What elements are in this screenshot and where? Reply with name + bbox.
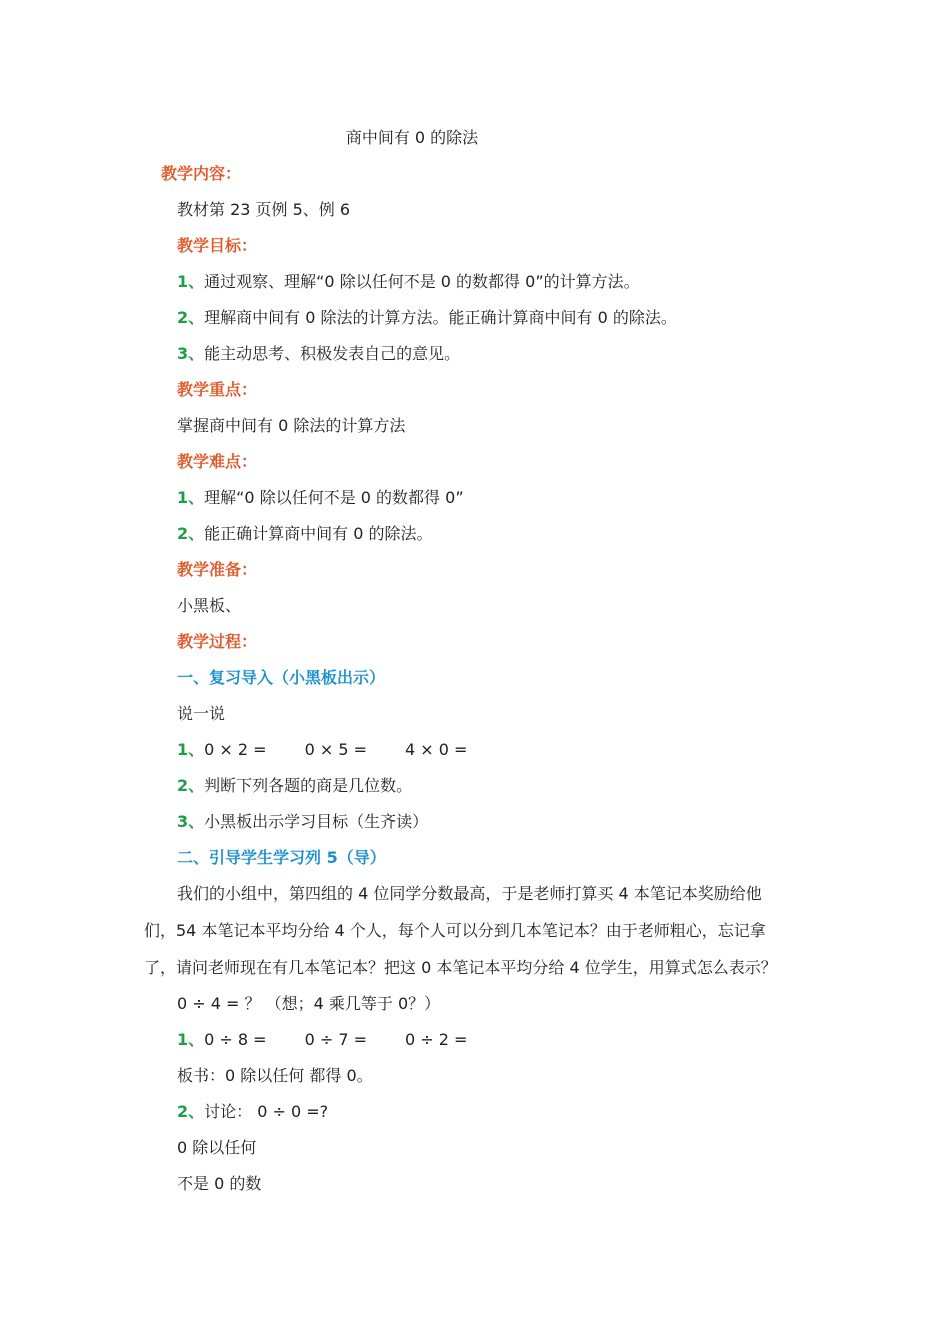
heading-key: 教学重点： bbox=[177, 380, 258, 399]
review-expr-2: 0 × 5 = bbox=[304, 740, 368, 759]
discuss-item bbox=[177, 1100, 950, 1124]
difficult-item-2 bbox=[177, 522, 950, 546]
difficult-num-1: 1、 bbox=[177, 488, 205, 507]
division-expr-3: 0 ÷ 2 = bbox=[405, 1030, 468, 1049]
goal-num-3: 3、 bbox=[177, 344, 205, 363]
note-line-2: 不是 0 的数 bbox=[177, 1174, 262, 1193]
review-item-2 bbox=[177, 774, 950, 798]
goal-num-1: 1、 bbox=[177, 272, 205, 291]
goal-item-1 bbox=[177, 270, 950, 294]
difficult-item-1 bbox=[177, 486, 950, 510]
section-2-heading: 二、引导学生学习列 5（导） bbox=[177, 848, 386, 867]
review-num-2: 2、 bbox=[177, 776, 205, 795]
key-text: 掌握商中间有 0 除法的计算方法 bbox=[177, 416, 406, 435]
review-num-1: 1、 bbox=[177, 740, 205, 759]
difficult-num-2: 2、 bbox=[177, 524, 205, 543]
goal-num-2: 2、 bbox=[177, 308, 205, 327]
paragraph-line-1: 我们的小组中，第四组的 4 位同学分数最高，于是老师打算买 4 本笔记本奖励给他 bbox=[177, 884, 762, 903]
prep-text: 小黑板、 bbox=[177, 596, 242, 615]
review-expr-3: 4 × 0 = bbox=[405, 740, 468, 759]
review-text-3: 小黑板出示学习目标（生齐读） bbox=[204, 812, 429, 831]
review-item-3 bbox=[177, 810, 950, 834]
note-line-1: 0 除以任何 bbox=[177, 1138, 257, 1157]
heading-difficult: 教学难点： bbox=[177, 452, 258, 471]
review-item-1 bbox=[177, 738, 950, 762]
review-num-3: 3、 bbox=[177, 812, 205, 831]
board-text: 板书：0 除以任何 都得 0。 bbox=[177, 1066, 373, 1085]
review-expr-1: 0 × 2 = bbox=[204, 740, 267, 759]
say-text: 说一说 bbox=[177, 704, 226, 723]
section-1-heading: 一、复习导入（小黑板出示） bbox=[177, 668, 386, 687]
division-expr-2: 0 ÷ 7 = bbox=[304, 1030, 368, 1049]
review-text-2: 判断下列各题的商是几位数。 bbox=[204, 776, 413, 795]
division-num-1: 1、 bbox=[177, 1030, 205, 1049]
goal-text-2: 理解商中间有 0 除法的计算方法。能正确计算商中间有 0 的除法。 bbox=[204, 308, 677, 327]
goal-item-3 bbox=[177, 342, 950, 366]
difficult-text-1: 理解“0 除以任何不是 0 的数都得 0” bbox=[204, 488, 464, 507]
heading-goals: 教学目标： bbox=[177, 236, 258, 255]
goal-item-2 bbox=[177, 306, 950, 330]
discuss-num: 2、 bbox=[177, 1102, 205, 1121]
think-text: 0 ÷ 4 = ？ （想；4 乘几等于 0？） bbox=[177, 994, 441, 1013]
difficult-text-2: 能正确计算商中间有 0 的除法。 bbox=[204, 524, 433, 543]
heading-process: 教学过程： bbox=[177, 632, 258, 651]
discuss-text: 讨论： 0 ÷ 0 =? bbox=[204, 1102, 329, 1121]
division-expr-1: 0 ÷ 8 = bbox=[204, 1030, 267, 1049]
doc-title: 商中间有 0 的除法 bbox=[345, 128, 479, 147]
paragraph-line-2: 们，54 本笔记本平均分给 4 个人，每个人可以分到几本笔记本？由于老师粗心，忘记拿 bbox=[144, 921, 766, 940]
content-text: 教材第 23 页例 5、例 6 bbox=[177, 200, 351, 219]
heading-prep: 教学准备： bbox=[177, 560, 258, 579]
division-item-1 bbox=[177, 1028, 950, 1052]
heading-content: 教学内容： bbox=[161, 164, 242, 183]
goal-text-3: 能主动思考、积极发表自己的意见。 bbox=[204, 344, 461, 363]
paragraph-line-3: 了，请问老师现在有几本笔记本？把这 0 本笔记本平均分给 4 位学生，用算式怎么表示？ bbox=[144, 958, 777, 977]
goal-text-1: 通过观察、理解“0 除以任何不是 0 的数都得 0”的计算方法。 bbox=[204, 272, 640, 291]
